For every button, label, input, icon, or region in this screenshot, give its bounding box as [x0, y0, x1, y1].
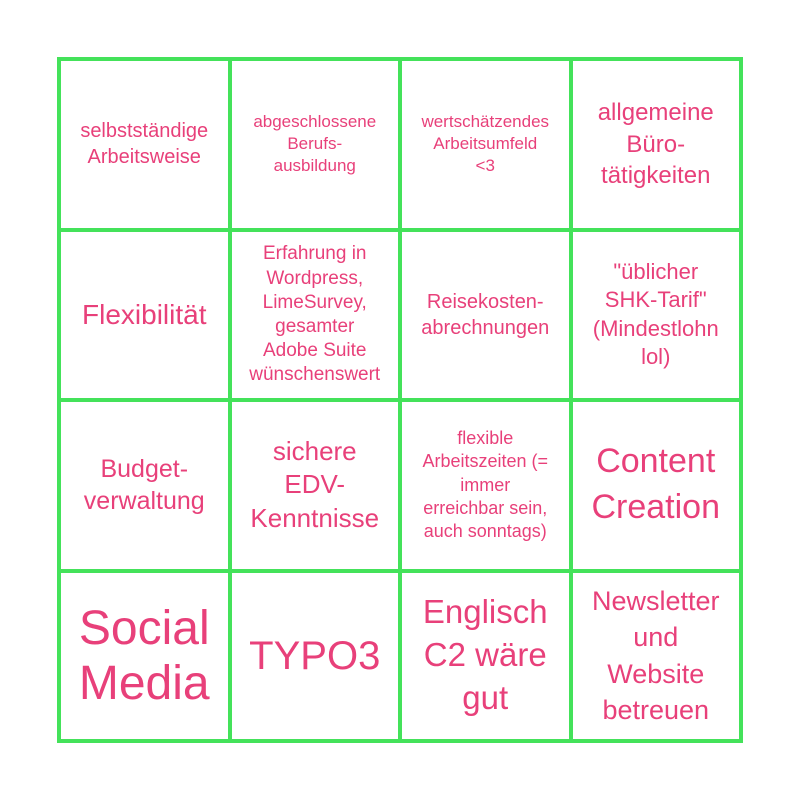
- cell-label: Reisekosten- abrechnungen: [421, 290, 550, 339]
- cell-label: Erfahrung in Wordpress, LimeSurvey, gesamter Adobe Suite wünschenswert: [249, 243, 381, 385]
- cell-label: Newsletter und Website betreuen: [591, 585, 720, 726]
- cell-label: sichere EDV- Kenntnisse: [250, 435, 380, 534]
- bingo-cell-r3c1[interactable]: [59, 400, 230, 571]
- bingo-cell-r4c4[interactable]: [571, 571, 742, 742]
- bingo-cell-r1c4[interactable]: [571, 59, 742, 230]
- cell-label: Flexibilität: [82, 298, 207, 330]
- bingo-cell-r2c3[interactable]: [400, 230, 571, 401]
- bingo-cell-r3c3[interactable]: [400, 400, 571, 571]
- bingo-cell-r3c2[interactable]: [230, 400, 401, 571]
- bingo-board: [57, 57, 743, 743]
- bingo-cell-r1c3[interactable]: [400, 59, 571, 230]
- cell-label: Social Media: [78, 601, 210, 710]
- cell-label: abgeschlossene Berufs- ausbildung: [253, 112, 377, 176]
- bingo-cell-r4c1[interactable]: [59, 571, 230, 742]
- bingo-cell-r4c3[interactable]: [400, 571, 571, 742]
- bingo-cell-r1c2[interactable]: [230, 59, 401, 230]
- cell-label: selbstständige Arbeitsweise: [80, 120, 209, 169]
- cell-label: Budget- verwaltung: [83, 454, 205, 516]
- bingo-cell-r4c2[interactable]: [230, 571, 401, 742]
- bingo-cell-r2c4[interactable]: [571, 230, 742, 401]
- bingo-cell-r2c1[interactable]: [59, 230, 230, 401]
- cell-label: wertschätzendes Arbeitsumfeld <3: [421, 112, 550, 176]
- bingo-cell-r1c1[interactable]: [59, 59, 230, 230]
- cell-label: "üblicher SHK-Tarif" (Mindestlohn lol): [592, 258, 719, 370]
- cell-label: allgemeine Büro- tätigkeiten: [597, 99, 714, 189]
- cell-label: Content Creation: [591, 442, 720, 527]
- bingo-cell-r3c4[interactable]: [571, 400, 742, 571]
- bingo-cell-r2c2[interactable]: [230, 230, 401, 401]
- cell-label: Englisch C2 wäre gut: [422, 593, 548, 717]
- cell-label: TYPO3: [249, 633, 381, 678]
- cell-label: flexible Arbeitszeiten (= immer erreichbar sein, auch sonntags): [422, 427, 549, 542]
